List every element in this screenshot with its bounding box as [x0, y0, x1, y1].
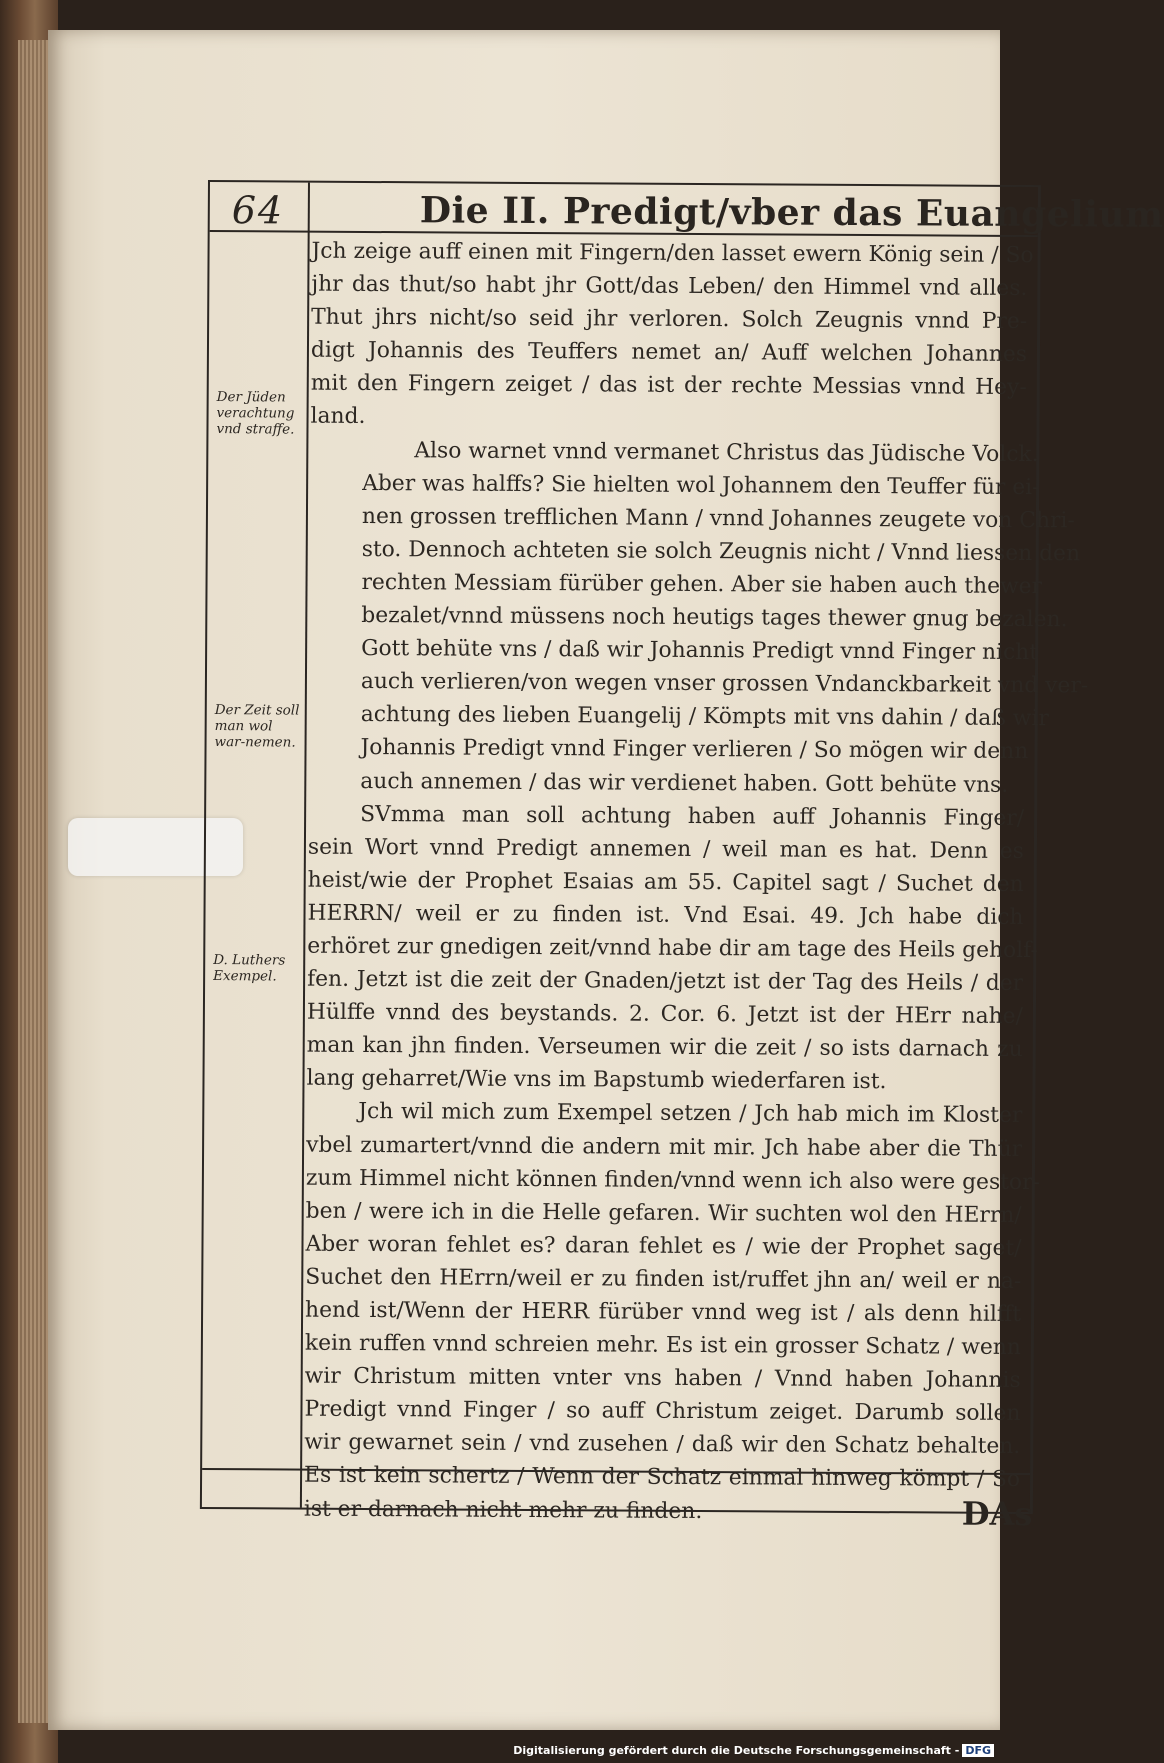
- text-line: zum Himmel nicht können finden/vnnd wenn ich also were gestor-: [305, 1165, 1040, 1195]
- text-line: Suchet den HErrn/weil er zu finden ist/ruffet jhn an/ weil er na-: [305, 1264, 1022, 1294]
- text-line: sto. Dennoch achteten sie solch Zeugnis nicht / Vnnd liessen den: [361, 536, 1081, 567]
- text-line: Predigt vnnd Finger / so auff Christum zeiget. Darumb sollen: [304, 1396, 1021, 1427]
- text-line: nen grossen trefflichen Mann / vnnd Johannes zeugete von Chri-: [361, 503, 1075, 534]
- digitization-credit: [513, 1744, 994, 1757]
- text-line: ist er darnach nicht mehr zu finden.: [303, 1496, 703, 1524]
- text-line: wir Christum mitten vnter vns haben / Vnnd haben Johannis: [304, 1363, 1021, 1394]
- dfg-logo: DFG: [962, 1744, 994, 1757]
- text-line: Thut jhrs nicht/so seid jhr verloren. Solch Zeugnis vnnd Pre-: [311, 304, 1028, 335]
- text-line: Es ist kein schertz / Wenn der Schatz einmal hinweg kömpt / So: [304, 1463, 1021, 1493]
- text-line: jhr das thut/so habt jhr Gott/das Leben/ den Himmel vnd alles.: [311, 271, 1028, 302]
- paragraph: [306, 797, 1038, 1099]
- catchword: DAs: [961, 1494, 1033, 1534]
- text-line: digt Johannis des Teuffers nemet an/ Auff welchen Johannes: [310, 337, 1028, 368]
- text-line: auch verlieren/von wegen vnser grossen Vndanckbarkeit vnd ver-: [360, 669, 1089, 699]
- text-line: HERRN/ weil er zu finden ist. Vnd Esai. 49. Jch habe dich: [307, 900, 1024, 930]
- credit-text: Digitalisierung gefördert durch die Deutsche Forschungsgemeinschaft -: [513, 1744, 960, 1757]
- text-line: sein Wort vnnd Predigt annemen / weil man es hat. Denn es: [307, 834, 1024, 864]
- text-line: man kan jhn finden. Verseumen wir die zeit / so ists darnach zu: [306, 1032, 1023, 1063]
- text-line: ben / were ich in die Helle gefaren. Wir suchten wol den HErrn/: [305, 1198, 1022, 1228]
- text-line: kein ruffen vnnd schreien mehr. Es ist ein grosser Schatz / wenn: [304, 1330, 1021, 1361]
- text-line: bezalet/vnnd müssens noch heutigs tages thewer gnug bezalen.: [361, 602, 1068, 633]
- text-line: auch annemen / das wir verdienet haben. Gott behüte vns.: [360, 768, 1009, 798]
- text-line: Aber was halffs? Sie hielten wol Johannem den Teuffer für ei-: [362, 470, 1040, 500]
- text-line: mit den Fingern zeiget / das ist der rechte Messias vnnd Hey-: [310, 371, 1027, 401]
- text-line: wir gewarnet sein / vnd zusehen / daß wir den Schatz behalten.: [304, 1429, 1021, 1460]
- text-line: SVmma man soll achtung haben auff Johannis Finger/: [360, 801, 1025, 831]
- margin-note: Der Jüden verachtung vnd straffe.: [216, 389, 295, 438]
- text-line: Jch zeige auff einen mit Fingern/den lasset ewern König sein / So: [311, 238, 1034, 269]
- paragraph: [310, 235, 1034, 438]
- text-line: heist/wie der Prophet Esaias am 55. Capitel sagt / Suchet den: [307, 867, 1024, 897]
- text-line: hend ist/Wenn der HERR fürüber vnnd weg ist / als denn hilfft: [305, 1297, 1022, 1327]
- text-line: Gott behüte vns / daß wir Johannis Predigt vnnd Finger nicht: [361, 636, 1039, 666]
- margin-note: Der Zeit soll man wol war-nemen.: [214, 702, 300, 751]
- text-line: Also warnet vnnd vermanet Christus das Jüdische Volck.: [414, 437, 1039, 467]
- text-line: Johannis Predigt vnnd Finger verlieren / So mögen wir denn: [360, 735, 1029, 765]
- text-line: Hülffe vnnd des beystands. 2. Cor. 6. Jetzt ist der HErr nahe/: [306, 999, 1023, 1030]
- text-line: fen. Jetzt ist die zeit der Gnaden/jetzt ist der Tag des Heils / der: [307, 966, 1024, 997]
- book-page: [48, 30, 1164, 1730]
- text-line: land.: [310, 404, 366, 430]
- paragraph: [308, 433, 1089, 801]
- text-line: Aber woran fehlet es? daran fehlet es / wie der Prophet saget/: [305, 1231, 1022, 1261]
- body-text: [303, 235, 1089, 1530]
- text-line: Jch wil mich zum Exempel setzen / Jch hab mich im Kloster: [358, 1099, 1023, 1129]
- text-line: lang geharret/Wie vns im Bapstumb wiederfaren ist.: [306, 1065, 887, 1095]
- margin-note: D. Luthers Exempel.: [213, 952, 286, 985]
- running-title: Die II. Predigt/vber das Euangelium: [419, 189, 1164, 236]
- paragraph: [303, 1095, 1040, 1530]
- text-frame: [200, 180, 1164, 1534]
- page-number: 64: [231, 188, 285, 233]
- text-line: vbel zumartert/vnnd die andern mit mir. Jch habe aber die Thür: [306, 1132, 1023, 1162]
- text-line: achtung des lieben Euangelij / Kömpts mit vns dahin / daß wir: [360, 702, 1049, 732]
- text-line: erhöret zur gnedigen zeit/vnnd habe dir am tage des Heils geholf-: [307, 933, 1038, 964]
- text-line: rechten Messiam fürüber gehen. Aber sie haben auch thewer: [361, 569, 1043, 600]
